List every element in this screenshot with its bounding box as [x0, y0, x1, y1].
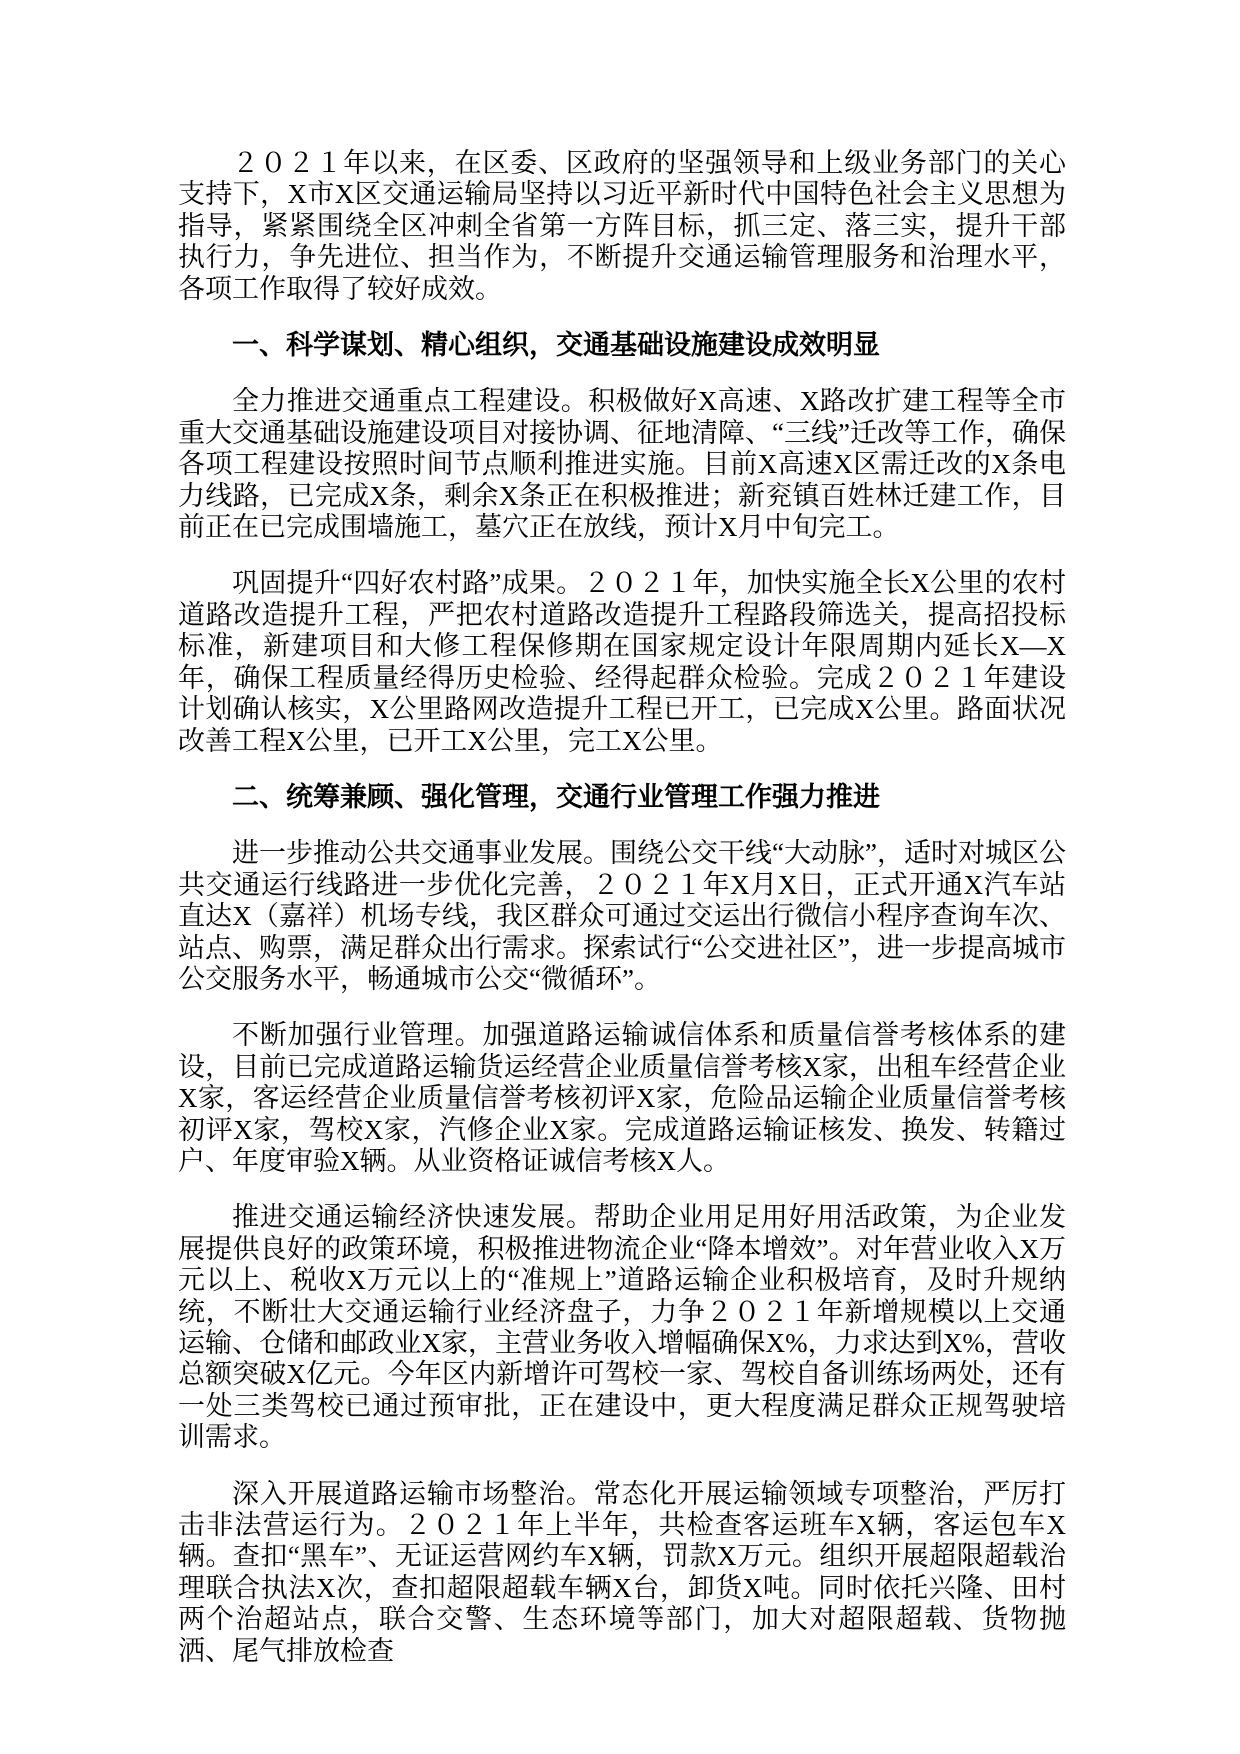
body-paragraph: ２０２１年以来，在区委、区政府的坚强领导和上级业务部门的关心支持下，X市X区交通运输局坚持以习近平新时代中国特色社会主义思想为指导，紧紧围绕全区冲刺全省第一方阵目标，抓三定、落三实，提升干部执行力，争先进位、担当作为，不断提升交通运输管理服务和治理水平，各项工作取得了较好成效。 — [178, 148, 1066, 304]
body-paragraph: 推进交通运输经济快速发展。帮助企业用足用好用活政策，为企业发展提供良好的政策环境，积极推进物流企业“降本增效”。对年营业收入X万元以上、税收X万元以上的“准规上”道路运输企业积极培育，及时升规纳统，不断壮大交通运输行业经济盘子，力争２０２１年新增规模以上交通运输、仓储和邮政业X家，主营业务收入增幅确保X%，力求达到X%，营收总额突破X亿元。今年区内新增许可驾校一家、驾校自备训练场两处，还有一处三类驾校已通过预审批，正在建设中，更大程度满足群众正规驾驶培训需求。 — [178, 1202, 1066, 1453]
section-heading: 一、科学谋划、精心组织，交通基础设施建设成效明显 — [232, 330, 880, 361]
document-body — [178, 148, 1066, 1667]
body-paragraph: 巩固提升“四好农村路”成果。２０２１年，加快实施全长X公里的农村道路改造提升工程，严把农村道路改造提升工程路段筛选关，提高招投标标准，新建项目和大修工程保修期在国家规定设计年限周期内延长X—X年，确保工程质量经得历史检验、经得起群众检验。完成２０２１年建设计划确认核实，X公里路网改造提升工程已开工，已完成X公里。路面状况改善工程X公里，已开工X公里，完工X公里。 — [178, 568, 1066, 756]
body-paragraph: 全力推进交通重点工程建设。积极做好X高速、X路改扩建工程等全市重大交通基础设施建设项目对接协调、征地清障、“三线”迁改等工作，确保各项工程建设按照时间节点顺利推进实施。目前X高速X区需迁改的X条电力线路，已完成X条，剩余X条正在积极推进；新兖镇百姓林迁建工作，目前正在已完成围墙施工，墓穴正在放线，预计X月中旬完工。 — [178, 386, 1066, 543]
section-heading: 二、统筹兼顾、强化管理，交通行业管理工作强力推进 — [232, 781, 880, 812]
body-paragraph: 不断加强行业管理。加强道路运输诚信体系和质量信誉考核体系的建设，目前已完成道路运输货运经营企业质量信誉考核X家，出租车经营企业X家，客运经营企业质量信誉考核初评X家，危险品运输企业质量信誉考核初评X家，驾校X家，汽修企业X家。完成道路运输证核发、换发、转籍过户、年度审验X辆。从业资格证诚信考核X人。 — [178, 1020, 1066, 1176]
body-paragraph: 深入开展道路运输市场整治。常态化开展运输领域专项整治，严厉打击非法营运行为。２０２１年上半年，共检查客运班车X辆，客运包车X辆。查扣“黑车”、无证运营网约车X辆，罚款X万元。组织开展超限超载治理联合执法X次，查扣超限超载车辆X台，卸货X吨。同时依托兴隆、田村两个治超站点，联合交警、生态环境等部门，加大对超限超载、货物抛洒、尾气排放检查 — [178, 1478, 1066, 1666]
body-paragraph: 进一步推动公共交通事业发展。围绕公交干线“大动脉”，适时对城区公共交通运行线路进一步优化完善，２０２１年X月X日，正式开通X汽车站直达X（嘉祥）机场专线，我区群众可通过交运出行微信小程序查询车次、站点、购票，满足群众出行需求。探索试行“公交进社区”，进一步提高城市公交服务水平，畅通城市公交“微循环”。 — [178, 838, 1066, 994]
